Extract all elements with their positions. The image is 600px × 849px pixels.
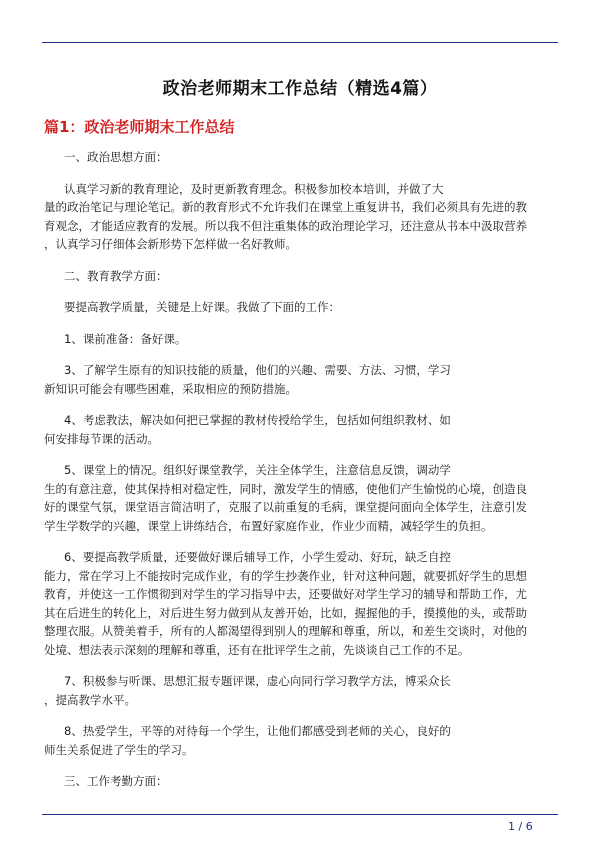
text-line: 一、政治思想方面： xyxy=(64,150,168,164)
footer-rule xyxy=(42,814,558,815)
text-line: 3、了解学生原有的知识技能的质量，他们的兴趣、需要、方法、习惯，学习 xyxy=(64,363,451,377)
text-line: 整理衣服。从赞美着手，所有的人都渴望得到别人的理解和尊重，所以，和差生交谈时，对他的 xyxy=(44,624,527,638)
document-body xyxy=(44,148,556,804)
text-line: 好的课堂气氛，课堂语言简洁明了，克服了以前重复的毛病，课堂提问面向全体学生，注意引发 xyxy=(44,500,527,514)
header-rule xyxy=(42,42,558,43)
document-title: 政治老师期末工作总结（精选4篇） xyxy=(162,79,438,99)
text-line: 5、课堂上的情况。组织好课堂教学，关注全体学生，注意信息反馈，调动学 xyxy=(64,463,451,477)
text-line: 能力，常在学习上不能按时完成作业，有的学生抄袭作业，针对这种问题，就要抓好学生的思想 xyxy=(44,568,527,583)
paragraph xyxy=(44,411,556,448)
paragraph xyxy=(44,148,556,167)
text-line: 师生关系促进了学生的学习。 xyxy=(44,742,194,757)
text-line: ，认真学习仔细体会新形势下怎样做一名好教师。 xyxy=(44,237,297,251)
paragraph xyxy=(44,298,556,317)
paragraph xyxy=(44,330,556,349)
text-line: 认真学习新的教育理论，及时更新教育理念。积极参加校本培训，并做了大 xyxy=(64,181,444,196)
paragraph xyxy=(44,672,556,709)
paragraph xyxy=(44,548,556,659)
page-number: 1 / 6 xyxy=(508,820,533,833)
paragraph xyxy=(44,722,556,759)
text-line: 7、积极参与听课、思想汇报专题评课，虚心向同行学习教学方法，博采众长 xyxy=(64,674,451,688)
text-line: 量的政治笔记与理论笔记。新的教育形式不允许我们在课堂上重复讲书，我们必须具有先进的教 xyxy=(44,200,527,214)
text-line: ，提高教学水平。 xyxy=(44,692,136,707)
text-line: 学生学数学的兴趣，课堂上讲练结合，布置好家庭作业，作业少而精，减轻学生的负担。 xyxy=(44,518,493,533)
text-line: 育观念，才能适应教育的发展。所以我不但注重集体的政治理论学习，还注意从书本中汲取营养 xyxy=(44,218,527,233)
text-line: 其在后进生的转化上，对后进生努力做到从友善开始，比如，握握他的手，摸摸他的头，或帮助 xyxy=(44,605,527,620)
paragraph xyxy=(44,772,556,791)
text-line: 二、教育教学方面： xyxy=(64,268,168,283)
text-line: 何安排每节课的活动。 xyxy=(44,431,159,446)
section-heading: 篇1：政治老师期末工作总结 xyxy=(44,118,235,136)
text-line: 6、要提高教学质量，还要做好课后辅导工作，小学生爱动、好玩，缺乏自控 xyxy=(64,550,451,564)
text-line: 三、工作考勤方面： xyxy=(64,774,168,788)
text-line: 教育，并使这一工作惯彻到对学生的学习指导中去，还要做好对学生学习的辅导和帮助工作，尤 xyxy=(44,587,527,601)
text-line: 生的有意注意，使其保持相对稳定性，同时，激发学生的情感，使他们产生愉悦的心境，创造良 xyxy=(44,481,527,496)
text-line: 要提高教学质量，关键是上好课。我做了下面的工作： xyxy=(64,300,340,314)
paragraph xyxy=(44,180,556,254)
paragraph xyxy=(44,461,556,535)
text-line: 新知识可能会有哪些困难，采取相应的预防措施。 xyxy=(44,381,297,396)
text-line: 8、热爱学生，平等的对待每一个学生，让他们都感受到老师的关心，良好的 xyxy=(64,724,451,738)
text-line: 4、考虑教法，解决如何把已掌握的教材传授给学生，包括如何组织教材、如 xyxy=(64,413,451,427)
paragraph xyxy=(44,361,556,398)
text-line: 处境、想法表示深刻的理解和尊重，还有在批评学生之前，先谈谈自己工作的不足。 xyxy=(44,642,470,657)
text-line: 1、课前准备：备好课。 xyxy=(64,331,187,346)
paragraph xyxy=(44,267,556,286)
